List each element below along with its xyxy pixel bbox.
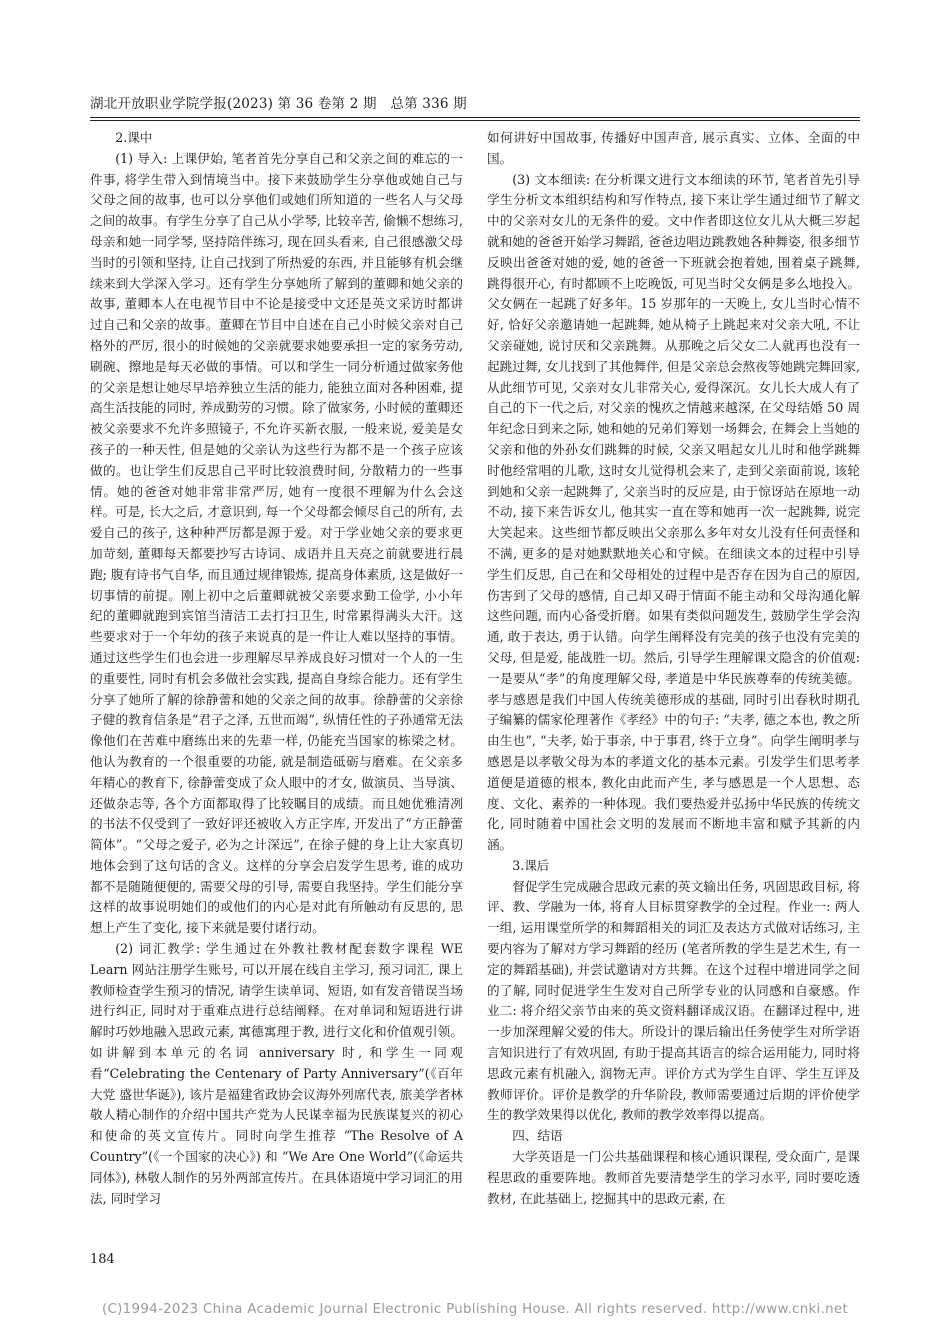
left-column [90, 128, 463, 1268]
paragraph-text-reading: (3) 文本细读: 在分析课文进行文本细读的环节, 笔者首先引导学生分析文本组织结构和写作特点, 接下来让学生通过细节了解文中的父亲对女儿的无条件的爱。文中作者即这位女儿从大概三岁起就和她的爸爸开始学习舞蹈, 爸爸边唱边跳教她各种舞姿, 很多细节反映出爸爸对她的爱, 她的爸爸一下班就会抱着她, 围着桌子跳舞, 跳得很开心, 有时都顾不上吃晚饭, 可见当时父女俩是多么地投入。父女俩在一起跳了好多年。15 岁那年的一天晚上, 女儿当时心情不好, 恰好父亲邀请她一起跳舞, 她从椅子上跳起来对父亲大吼, 不让父亲碰她, 说讨厌和父亲跳舞。从那晚之后父女二人就再也没有一起跳过舞, 女儿找到了其他舞伴, 但是父亲总会熬夜等她跳完舞回家, 从此细节可见, 父亲对女儿非常关心, 爱得深沉。女儿长大成人有了自己的下一代之后, 对父亲的愧疚之情越来越深, 在父母结婚 50 周年纪念日到来之际, 她和她的兄弟们筹划一场舞会, 在舞会上当她的父亲和他的外孙女们跳舞的时候, 父亲又唱起女儿儿时和他学跳舞时他经常唱的儿歌, 这时女儿觉得机会来了, 走到父亲面前说, 该轮到她和父亲一起跳舞了, 父亲当时的反应是, 由于惊讶站在原地一动不动, 接下来告诉女儿, 他其实一直在等和她再一次一起跳舞, 说完大笑起来。这些细节都反映出父亲那么多年对女儿没有任何责怪和不满, 更多的是对她默默地关心和守候。在细读文本的过程中引导学生们反思, 自己在和父母相处的过程中是否存在因为自己的原因, 伤害到了父母的感情, 自己却又碍于情面不能主动和父母沟通化解这些问题, 而内心备受折磨。如果有类似问题发生, 鼓励学生学会沟通, 敢于表达, 勇于认错。向学生阐释没有完美的孩子也没有完美的父母, 但是爱, 能战胜一切。然后, 引导学生理解课文隐含的价值观: 一是要从“孝”的角度理解父母, 孝道是中华民族尊奉的传统美德。孝与感恩是我们中国人传统美德形成的基础, 同时引出春秋时期孔子编纂的儒家伦理著作《孝经》中的句子: “夫孝, 德之本也, 教之所由生也”, “夫孝, 始于事亲, 中于事君, 终于立身”。向学生阐明孝与感恩是以孝敬父母为本的孝道文化的基本元素。引发学生们思考孝道便是道德的根本, 教化由此而产生, 孝与感恩是一个人思想、态度、文化、素养的一种体现。我们要热爱并弘扬中华民族的传统文化, 同时随着中国社会文明的发展而不断地丰富和赋予其新的内涵。 [487, 171, 860, 853]
paragraph-continued: 如何讲好中国故事, 传播好中国声音, 展示真实、立体、全面的中国。 [487, 130, 860, 166]
section-heading-conclusion: 四、结语 [512, 1128, 563, 1144]
page-number: 184 [90, 1252, 115, 1267]
journal-header: 湖北开放职业学院学报(2023) 第 36 卷第 2 期 总第 336 期 [90, 96, 467, 112]
paragraph-vocabulary-teaching: (2) 词汇教学: 学生通过在外教社教材配套数字课程 WE Learn 网站注册学生账号, 可以开展在线自主学习, 预习词汇, 课上教师检查学生预习的情况, 请学生读单词、短语, 如有发音错误当场进行纠正, 同时对于重难点进行总结阐释。在对单词和短语进行讲解时巧妙地融入思政元素, 寓德寓理于教, 进行文化和价值观引领。如讲解到本单元的名词 anniversary 时, 和学生一同观看“Celebrating the Centenary of Party Anniversary”(《百年大党 盛世华诞》), 该片是福建省政协会议海外列席代表, 旅美学者林敬人精心制作的介绍中国共产党为人民谋幸福为民族谋复兴的初心和使命的英文宣传片。同时向学生推荐 “The Resolve of A Country”(《一个国家的决心》) 和 “We Are One World”(《命运共同体》), 林敬人制作的另外两部宣传片。在具体语境中学习词汇的用法, 同时学习 [90, 941, 463, 1206]
section-heading-after-class: 3.课后 [512, 857, 550, 873]
paragraph-after-class: 督促学生完成融合思政元素的英文输出任务, 巩固思政目标, 将评、教、学融为一体, 将育人目标贯穿教学的全过程。作业一: 两人一组, 运用课堂所学的和舞蹈相关的词汇及表达方式做对话练习, 主要内容为了解对方学习舞蹈的经历 (笔者所教的学生是艺术生, 有一定的舞蹈基础), 并尝试邀请对方共舞。在这个过程中增进同学之间的了解, 同时促进学生生发对自己所学专业的认同感和自豪感。作业二: 将介绍父亲节由来的英文资料翻译成汉语。在翻译过程中, 进一步加深理解父爱的伟大。所设计的课后输出任务使学生对所学语言知识进行了有效巩固, 有助于提高其语言的综合运用能力, 同时将思政元素有机融入, 润物无声。评价方式为学生自评、学生互评及教师评价。评价是教学的升华阶段, 教师需要通过后期的评价使学生的教学效果得以优化, 教师的教学效率得以提高。 [487, 878, 860, 1123]
header-rule-bottom [90, 120, 860, 121]
paragraph-conclusion: 大学英语是一门公共基础课程和核心通识课程, 受众面广, 是课程思政的重要阵地。教师首先要清楚学生的学习水平, 同时要吃透教材, 在此基础上, 挖掘其中的思政元素, 在 [487, 1149, 860, 1206]
header-rule-top [90, 117, 860, 118]
paragraph-introduction: (1) 导入: 上课伊始, 笔者首先分享自己和父亲之间的难忘的一件事, 将学生带入到情境当中。接下来鼓励学生分享他或她自己与父母之间的故事, 也可以分享他们或她们所知道的一些名人与父母之间的故事。有学生分享了自己从小学琴, 比较辛苦, 偷懒不想练习, 母亲和她一同学琴, 坚持陪伴练习, 现在回头看来, 自己很感激父母当时的引领和坚持, 让自己找到了所热爱的东西, 并且能够有机会继续来到大学深入学习。还有学生分享她所了解到的董卿和她父亲的故事, 董卿本人在电视节目中不论是接受中文还是英文采访时都讲过自己和父亲的故事。董卿在节目中自述在自己小时候父亲对自己格外的严厉, 很小的时候她的父亲就要求她要承担一定的家务劳动, 刷碗、擦地是每天必做的事情。可以和学生一同分析通过做家务他的父亲是想让她尽早培养独立生活的能力, 能独立面对各种困难, 提高生活技能的同时, 养成勤劳的习惯。除了做家务, 小时候的董卿还被父亲要求不允许多照镜子, 不允许买新衣服, 一般来说, 爱美是女孩子的一种天性, 但是她的父亲认为这些行为都不是一个孩子应该做的。也让学生们反思自己平时比较浪费时间, 分散精力的一些事情。她的爸爸对她非常非常严厉, 她有一度很不理解为什么会这样。可是, 长大之后, 才意识到, 每一个父母都会倾尽自己的所有, 去爱自己的孩子, 这种种严厉都是源于爱。对于学业她父亲的要求更加苛刻, 董卿每天都要抄写古诗词、成语并且天亮之前就要进行晨跑; 腹有诗书气自华, 而且通过规律锻炼, 提高身体素质, 这是做好一切事情的前提。刚上初中之后董卿就被父亲要求勤工俭学, 小小年纪的董卿就跑到宾馆当清洁工去打扫卫生, 时常累得满头大汗。这些要求对于一个年幼的孩子来说真的是一件让人难以坚持的事情。通过这些学生们也会进一步理解尽早养成良好习惯对一个人的一生的重要性, 同时有机会多做社会实践, 提高自身综合能力。还有学生分享了她所了解的徐静蕾和她的父亲之间的故事。徐静蕾的父亲徐子健的教育信条是“君子之泽, 五世而竭”, 纵情任性的子孙通常无法像他们在苦难中磨练出来的先辈一样, 仍能充当国家的栋梁之材。他认为教育的一个很重要的功能, 就是制造砥砺与磨难。在父亲多年精心的教育下, 徐静蕾变成了众人眼中的才女, 做演员、当导演、还做杂志等, 各个方面都取得了比较瞩目的成绩。而且她优雅清冽的书法不仅受到了一致好评还被收入方正字库, 开发出了“方正静蕾简体”。“父母之爱子, 必为之计深远”, 在徐子健的身上让大家真切地体会到了这句话的含义。这样的分享会启发学生思考, 谁的成功都不是随随便便的, 需要父母的引导, 需要自我坚持。学生们能分享这样的故事说明她们的或他们的内心是对此有所触动有反思的, 思想上产生了变化, 接下来就是要付诸行动。 [90, 150, 463, 936]
right-column [487, 128, 860, 1268]
section-heading-in-class: 2.课中 [115, 130, 153, 145]
copyright-footer: (C)1994-2023 China Academic Journal Electronic Publishing House. All rights reserved. http://www.cnki.net [101, 1302, 849, 1317]
